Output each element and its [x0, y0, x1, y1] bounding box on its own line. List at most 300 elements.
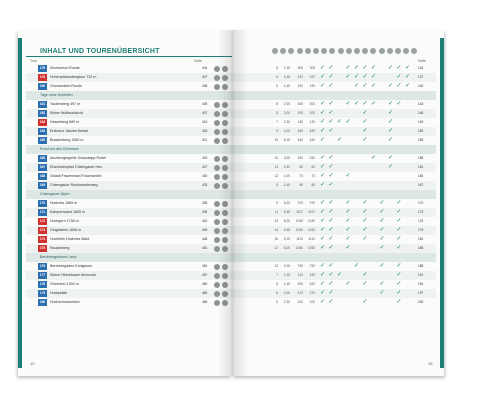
- tour-page-right: 167: [418, 183, 424, 187]
- season-icon: [222, 300, 228, 306]
- tour-stat-d: 309: [309, 66, 315, 70]
- checkmark-icon: ✓: [337, 272, 343, 278]
- tour-stat-d: 620: [309, 282, 315, 286]
- checkmark-icon: ✓: [354, 83, 360, 89]
- tour-stat-c: 750: [297, 264, 303, 268]
- checkmark-icon: ✓: [396, 209, 402, 215]
- checkmark-icon: ✓: [320, 236, 326, 242]
- checkmark-icon: ✓: [354, 263, 360, 269]
- checkmark-icon: ✓: [371, 74, 377, 80]
- checkmark-icon: ✓: [337, 137, 343, 143]
- checkmark-icon: ✓: [379, 218, 385, 224]
- tour-page: 418: [202, 129, 208, 133]
- season-icon: [222, 174, 228, 180]
- checkmark-icon: ✓: [396, 74, 402, 80]
- tour-name: Hesselberg 689 m: [50, 120, 80, 124]
- checkmark-icon: ✓: [379, 227, 385, 233]
- feature-icon: [362, 48, 368, 54]
- checkmark-icon: ✓: [388, 110, 394, 116]
- tour-row[interactable]: [26, 73, 232, 82]
- checkmark-icon: ✓: [328, 200, 334, 206]
- tour-number-badge: 180: [39, 300, 46, 304]
- tour-stat-c: 620: [297, 282, 303, 286]
- checkmark-icon: ✓: [371, 155, 377, 161]
- difficulty-icon: [214, 111, 220, 117]
- section-header: [26, 145, 232, 154]
- tour-stat-a: 12: [274, 264, 278, 268]
- tour-data-row: [232, 199, 436, 208]
- tour-name: Brackenberg 1550 m: [50, 138, 84, 142]
- checkmark-icon: ✓: [328, 281, 334, 287]
- tour-stat-a: 5: [276, 84, 278, 88]
- open-book: [18, 30, 444, 376]
- checkmark-icon: ✓: [371, 101, 377, 107]
- tour-stat-a: 12: [274, 174, 278, 178]
- checkmark-icon: ✓: [328, 182, 334, 188]
- checkmark-icon: ✓: [345, 74, 351, 80]
- tour-page-right: 158: [418, 156, 424, 160]
- checkmark-icon: ✓: [396, 218, 402, 224]
- title-rule: [26, 56, 232, 57]
- page-number-left: 12: [30, 361, 35, 366]
- tour-page-right: 173: [418, 210, 424, 214]
- season-icon: [222, 75, 228, 81]
- feature-icon: [297, 48, 303, 54]
- checkmark-icon: ✓: [328, 173, 334, 179]
- tour-row[interactable]: [26, 172, 232, 181]
- tour-stat-b: 5,15: [283, 138, 290, 142]
- tour-name: Hochplatte: [50, 291, 68, 295]
- difficulty-icon: [214, 282, 220, 288]
- difficulty-icon: [214, 165, 220, 171]
- tour-number-badge: 190: [39, 84, 46, 88]
- feature-icon: [354, 48, 360, 54]
- checkmark-icon: ✓: [345, 236, 351, 242]
- difficulty-icon: [214, 300, 220, 306]
- checkmark-icon: ✓: [362, 83, 368, 89]
- tour-row[interactable]: [26, 271, 232, 280]
- checkmark-icon: ✓: [320, 65, 326, 71]
- tour-stat-a: 10: [274, 156, 278, 160]
- tour-stat-c: 130: [297, 120, 303, 124]
- tour-page: 439: [202, 210, 208, 214]
- checkmark-icon: ✓: [362, 110, 368, 116]
- tour-stat-b: 2,15: [283, 273, 290, 277]
- tour-stat-d: 1020: [307, 228, 315, 232]
- difficulty-icon: [214, 120, 220, 126]
- checkmark-icon: ✓: [396, 65, 402, 71]
- tour-page-right: 191: [418, 273, 424, 277]
- checkmark-icon: ✓: [328, 218, 334, 224]
- tour-page: 407: [202, 75, 208, 79]
- tour-page-right: 161: [418, 165, 424, 169]
- checkmark-icon: ✓: [320, 182, 326, 188]
- tour-stat-d: 300: [309, 102, 315, 106]
- tour-page: 433: [202, 183, 208, 187]
- tour-row[interactable]: [26, 262, 232, 271]
- feature-icon: [411, 48, 417, 54]
- tour-stat-d: 70: [311, 174, 315, 178]
- tour-stat-d: 80: [311, 183, 315, 187]
- tour-page-right: 143: [418, 102, 424, 106]
- checkmark-icon: ✓: [379, 209, 385, 215]
- tour-stat-a: 6: [276, 291, 278, 295]
- tour-stat-a: 7: [276, 120, 278, 124]
- checkmark-icon: ✓: [328, 164, 334, 170]
- tour-data-row: [232, 208, 436, 217]
- tour-data-row: [232, 298, 436, 307]
- checkmark-icon: ✓: [328, 65, 334, 71]
- tour-row[interactable]: [26, 244, 232, 253]
- feature-icon: [387, 48, 393, 54]
- tour-row[interactable]: [26, 118, 232, 127]
- tour-page: 466: [202, 300, 208, 304]
- checkmark-icon: ✓: [320, 101, 326, 107]
- tour-name: Aschbergkapelle Schaukapp Rodel: [50, 156, 106, 160]
- tour-row[interactable]: [26, 298, 232, 307]
- tour-name: Hohenpfeissnbergtour 732 m: [50, 75, 97, 79]
- season-icon: [222, 120, 228, 126]
- tour-stat-c: 970: [297, 201, 303, 205]
- tour-page: 436: [202, 201, 208, 205]
- tour-page-right: 155: [418, 138, 424, 142]
- checkmark-icon: ✓: [320, 281, 326, 287]
- season-icon: [222, 66, 228, 72]
- checkmark-icon: ✓: [345, 200, 351, 206]
- tour-page-right: 185: [418, 246, 424, 250]
- checkmark-icon: ✓: [328, 110, 334, 116]
- tour-page: 451: [202, 246, 208, 250]
- season-icon: [222, 201, 228, 207]
- tour-name: Kampenwand 1669 m: [50, 210, 85, 214]
- tour-stat-d: 197: [309, 75, 315, 79]
- column-header-tour: Tour: [30, 59, 37, 63]
- tour-number-badge: 170: [39, 201, 46, 205]
- tour-stat-c: 1049: [295, 219, 303, 223]
- checkmark-icon: ✓: [328, 290, 334, 296]
- checkmark-icon: ✓: [379, 245, 385, 251]
- checkmark-icon: ✓: [362, 137, 368, 143]
- tour-stat-a: 12: [274, 246, 278, 250]
- checkmark-icon: ✓: [388, 155, 394, 161]
- tour-row[interactable]: [26, 136, 232, 145]
- tour-stat-d: 490: [309, 129, 315, 133]
- tour-stat-a: 5: [276, 300, 278, 304]
- tour-data-row: [232, 136, 436, 145]
- tour-stat-d: 200: [309, 111, 315, 115]
- tour-row[interactable]: [26, 163, 232, 172]
- tour-row[interactable]: [26, 280, 232, 289]
- checkmark-icon: ✓: [320, 263, 326, 269]
- section-band: [232, 190, 436, 199]
- tour-row[interactable]: [26, 217, 232, 226]
- checkmark-icon: ✓: [320, 173, 326, 179]
- checkmark-icon: ✓: [396, 101, 402, 107]
- checkmark-icon: ✓: [345, 101, 351, 107]
- checkmark-icon: ✓: [379, 200, 385, 206]
- checkmark-icon: ✓: [345, 173, 351, 179]
- tour-stat-c: 270: [297, 291, 303, 295]
- season-icon: [222, 210, 228, 216]
- tour-stat-b: 2,00: [283, 291, 290, 295]
- page-number-right: 13: [428, 361, 433, 366]
- tour-page-right: 146: [418, 111, 424, 115]
- season-icon: [222, 291, 228, 297]
- difficulty-icon: [214, 237, 220, 243]
- tour-data-row: [232, 163, 436, 172]
- checkmark-icon: ✓: [320, 137, 326, 143]
- checkmark-icon: ✓: [396, 290, 402, 296]
- tour-list-right: [232, 64, 436, 307]
- tour-name: Hochries 1569 m: [50, 201, 78, 205]
- tour-name: Berchtesgaden Königssee: [50, 264, 92, 268]
- checkmark-icon: ✓: [396, 299, 402, 305]
- tour-name: Kleine Hirschkaser Almrunde: [50, 273, 97, 277]
- tour-number-badge: 171: [39, 210, 46, 214]
- season-icon: [222, 237, 228, 243]
- tour-stat-d: 1049: [307, 219, 315, 223]
- section-header: [26, 253, 232, 262]
- checkmark-icon: ✓: [396, 263, 402, 269]
- tour-stat-c: 197: [297, 75, 303, 79]
- tour-row[interactable]: [26, 109, 232, 118]
- season-icon: [222, 228, 228, 234]
- tour-stat-d: 640: [309, 138, 315, 142]
- tour-page: 454: [202, 264, 208, 268]
- checkmark-icon: ✓: [379, 290, 385, 296]
- tour-stat-a: 14: [274, 228, 278, 232]
- tour-stat-b: 5,45: [283, 228, 290, 232]
- tour-stat-c: 100: [297, 300, 303, 304]
- tour-row[interactable]: [26, 235, 232, 244]
- checkmark-icon: ✓: [396, 272, 402, 278]
- tour-page: 430: [202, 174, 208, 178]
- difficulty-icon: [214, 219, 220, 225]
- checkmark-icon: ✓: [320, 299, 326, 305]
- tour-data-row: [232, 289, 436, 298]
- checkmark-icon: ✓: [379, 281, 385, 287]
- checkmark-icon: ✓: [345, 227, 351, 233]
- tour-stat-c: 1110: [296, 237, 303, 241]
- tour-row[interactable]: [26, 127, 232, 136]
- tour-stat-b: 3,00: [283, 156, 290, 160]
- checkmark-icon: ✓: [362, 74, 368, 80]
- tour-stat-b: 5,45: [283, 210, 290, 214]
- checkmark-icon: ✓: [396, 245, 402, 251]
- checkmark-icon: ✓: [328, 227, 334, 233]
- difficulty-icon: [214, 291, 220, 297]
- feature-icon: [305, 48, 311, 54]
- checkmark-icon: ✓: [328, 128, 334, 134]
- tour-row[interactable]: [26, 208, 232, 217]
- checkmark-icon: ✓: [362, 299, 368, 305]
- page-title: INHALT UND TOURENÜBERSICHT: [40, 48, 160, 55]
- tour-stat-b: 6,00: [283, 246, 290, 250]
- difficulty-icon: [214, 201, 220, 207]
- tour-number-badge: 172: [39, 219, 46, 223]
- checkmark-icon: ✓: [405, 65, 411, 71]
- tour-number-badge: 162: [39, 111, 46, 115]
- checkmark-icon: ✓: [379, 236, 385, 242]
- tour-stat-c: 70: [299, 174, 303, 178]
- checkmark-icon: ✓: [320, 74, 326, 80]
- tour-stat-c: 80: [299, 183, 303, 187]
- tour-page-right: 170: [418, 201, 424, 205]
- tour-number-badge: 177: [39, 273, 46, 277]
- season-icon: [222, 183, 228, 189]
- tour-data-row: [232, 82, 436, 91]
- tour-stat-d: 120: [309, 273, 315, 277]
- tour-stat-a: 11: [274, 165, 278, 169]
- tour-name: Gstadt Fraueninsel Frauenwörth: [50, 174, 102, 178]
- checkmark-icon: ✓: [362, 101, 368, 107]
- checkmark-icon: ✓: [396, 227, 402, 233]
- checkmark-icon: ✓: [405, 74, 411, 80]
- checkmark-icon: ✓: [362, 281, 368, 287]
- checkmark-icon: ✓: [345, 65, 351, 71]
- tour-stat-c: 60: [299, 165, 303, 169]
- difficulty-icon: [214, 156, 220, 162]
- tour-row[interactable]: [26, 181, 232, 190]
- tour-stat-b: 2,45: [283, 183, 290, 187]
- tour-row[interactable]: [26, 64, 232, 73]
- checkmark-icon: ✓: [396, 236, 402, 242]
- tour-number-badge: 176: [39, 75, 46, 79]
- difficulty-icon: [214, 129, 220, 135]
- checkmark-icon: ✓: [328, 245, 334, 251]
- difficulty-icon: [214, 264, 220, 270]
- checkmark-icon: ✓: [328, 155, 334, 161]
- tour-stat-d: 750: [309, 264, 315, 268]
- checkmark-icon: ✓: [320, 83, 326, 89]
- checkmark-icon: ✓: [320, 200, 326, 206]
- tour-stat-a: 7: [276, 273, 278, 277]
- tour-stat-d: 150: [309, 156, 315, 160]
- tour-name: Kleine Wolfsschlucht: [50, 111, 84, 115]
- tour-number-badge: 168: [39, 174, 46, 178]
- checkmark-icon: ✓: [354, 65, 360, 71]
- tour-data-row: [232, 280, 436, 289]
- checkmark-icon: ✓: [362, 218, 368, 224]
- tour-stat-d: 100: [309, 300, 315, 304]
- feature-icon: [403, 48, 409, 54]
- checkmark-icon: ✓: [388, 119, 394, 125]
- tour-number-badge: 179: [39, 291, 46, 295]
- tour-stat-b: 3,00: [283, 111, 290, 115]
- checkmark-icon: ✓: [328, 101, 334, 107]
- checkmark-icon: ✓: [320, 218, 326, 224]
- checkmark-icon: ✓: [328, 236, 334, 242]
- tour-page: 448: [202, 237, 208, 241]
- tour-stat-d: 130: [309, 120, 315, 124]
- tour-number-badge: 178: [39, 282, 46, 286]
- tour-page: 427: [202, 165, 208, 169]
- tour-stat-a: 14: [274, 219, 278, 223]
- checkmark-icon: ✓: [371, 83, 377, 89]
- tour-page: 442: [202, 219, 208, 223]
- checkmark-icon: ✓: [388, 65, 394, 71]
- tour-row[interactable]: [26, 100, 232, 109]
- checkmark-icon: ✓: [345, 218, 351, 224]
- checkmark-icon: ✓: [388, 83, 394, 89]
- tour-stat-d: 60: [311, 165, 315, 169]
- tour-name: Grunauslicht-Runde: [50, 84, 82, 88]
- tour-name: Eisenbahnpfad Chiemgauer Heu: [50, 165, 103, 169]
- tour-stat-a: 8: [276, 111, 278, 115]
- feature-icon: [321, 48, 327, 54]
- left-page-edge-tab: [18, 38, 22, 368]
- tour-stat-c: 200: [297, 111, 303, 115]
- tour-page: 438: [202, 84, 208, 88]
- tour-number-badge: 169: [39, 183, 46, 187]
- column-header-page-right: Seite: [418, 59, 426, 63]
- season-icon: [222, 273, 228, 279]
- tour-number-badge: 167: [39, 165, 46, 169]
- checkmark-icon: ✓: [320, 227, 326, 233]
- feature-icon: [280, 48, 286, 54]
- tour-data-row: [232, 172, 436, 181]
- tour-number-badge: 176: [39, 264, 46, 268]
- checkmark-icon: ✓: [345, 245, 351, 251]
- checkmark-icon: ✓: [362, 128, 368, 134]
- section-header: [26, 91, 232, 100]
- tour-number-badge: 166: [39, 156, 46, 160]
- difficulty-icon: [214, 228, 220, 234]
- tour-stat-b: 5,15: [283, 237, 290, 241]
- tour-stat-a: 16: [274, 237, 278, 241]
- right-page-edge-tab: [440, 38, 444, 368]
- tour-data-row: [232, 100, 436, 109]
- tour-row[interactable]: [26, 199, 232, 208]
- tour-page: 460: [202, 282, 208, 286]
- checkmark-icon: ✓: [328, 74, 334, 80]
- feature-icon: [288, 48, 294, 54]
- checkmark-icon: ✓: [320, 164, 326, 170]
- checkmark-icon: ✓: [328, 299, 334, 305]
- tour-row[interactable]: [26, 289, 232, 298]
- tour-row[interactable]: [26, 154, 232, 163]
- checkmark-icon: ✓: [379, 263, 385, 269]
- tour-stat-b: 5,00: [283, 201, 290, 205]
- tour-stat-b: 1,45: [283, 84, 290, 88]
- tour-name: Hochgern 1748 m: [50, 219, 79, 223]
- checkmark-icon: ✓: [388, 101, 394, 107]
- tour-page-right: 134: [418, 66, 424, 70]
- tour-stat-c: 1107: [296, 210, 303, 214]
- season-icon: [222, 165, 228, 171]
- tour-row[interactable]: [26, 82, 232, 91]
- tour-name: Chiemgauer Rundwanderweg: [50, 183, 98, 187]
- tour-data-row: [232, 235, 436, 244]
- difficulty-icon: [214, 138, 220, 144]
- season-icon: [222, 129, 228, 135]
- checkmark-icon: ✓: [388, 128, 394, 134]
- checkmark-icon: ✓: [320, 245, 326, 251]
- tour-stat-b: 4,00: [283, 264, 290, 268]
- tour-stat-a: 8: [276, 66, 278, 70]
- tour-stat-c: 1020: [295, 228, 303, 232]
- season-icon: [222, 246, 228, 252]
- checkmark-icon: ✓: [320, 209, 326, 215]
- difficulty-icon: [214, 102, 220, 108]
- tour-list-left: [26, 64, 232, 307]
- feature-icon: [370, 48, 376, 54]
- tour-name: Hochschwarzbahn: [50, 300, 80, 304]
- checkmark-icon: ✓: [337, 119, 343, 125]
- tour-row[interactable]: [26, 226, 232, 235]
- tour-number-badge: 175: [39, 246, 46, 250]
- tour-name: Taubenberg 497 m: [50, 102, 80, 106]
